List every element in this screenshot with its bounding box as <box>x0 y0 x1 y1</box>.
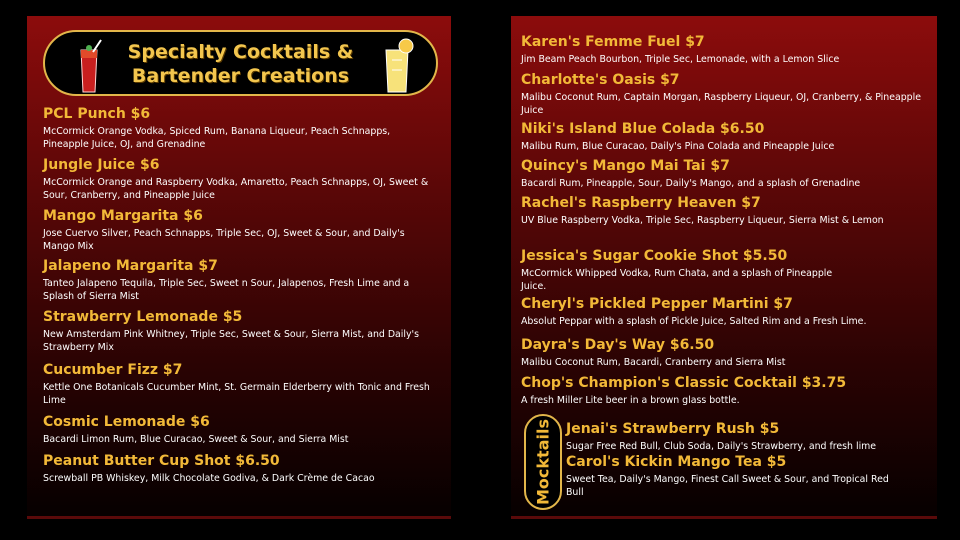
menu-item <box>43 208 435 253</box>
menu-item-name: Peanut Butter Cup Shot $6.50 <box>43 453 280 469</box>
menu-item <box>43 309 435 354</box>
menu-item-name: Karen's Femme Fuel $7 <box>521 34 705 50</box>
menu-item <box>521 158 931 190</box>
menu-item-description: McCormick Whipped Vodka, Rum Chata, and a splash of Pineapple Juice. <box>521 268 833 292</box>
menu-item-name: Cosmic Lemonade $6 <box>43 414 210 430</box>
menu-item-name: Strawberry Lemonade $5 <box>43 309 243 325</box>
menu-item <box>521 375 931 407</box>
menu-item-description: Sweet Tea, Daily's Mango, Finest Call Sweet & Sour, and Tropical Red Bull <box>566 474 889 498</box>
menu-item <box>43 362 435 407</box>
menu-item-name: Cucumber Fizz $7 <box>43 362 183 378</box>
menu-item-description: New Amsterdam Pink Whitney, Triple Sec, Sweet & Sour, Sierra Mist, and Daily's Strawberry Mix <box>43 329 420 353</box>
mocktails-label: Mocktails <box>533 419 553 505</box>
menu-item <box>43 414 443 446</box>
menu-item-name: Niki's Island Blue Colada $6.50 <box>521 121 765 137</box>
left-menu-panel <box>27 16 451 519</box>
menu-item-description: Sugar Free Red Bull, Club Soda, Daily's Strawberry, and fresh lime <box>566 441 877 452</box>
menu-item-description: Absolut Peppar with a splash of Pickle Juice, Salted Rim and a Fresh Lime. <box>521 316 867 327</box>
menu-item-name: Quincy's Mango Mai Tai $7 <box>521 158 730 174</box>
mocktail-item <box>566 421 934 453</box>
title-banner <box>43 30 438 96</box>
menu-item-description: Bacardi Limon Rum, Blue Curacao, Sweet & Sour, and Sierra Mist <box>43 434 349 445</box>
page-title <box>115 40 366 88</box>
menu-item <box>43 258 435 303</box>
menu-item <box>43 453 447 485</box>
menu-item-name: Jessica's Sugar Cookie Shot $5.50 <box>521 248 788 264</box>
menu-item <box>43 157 435 202</box>
menu-item-name: Chop's Champion's Classic Cocktail $3.75 <box>521 375 847 391</box>
menu-item-description: McCormick Orange Vodka, Spiced Rum, Banana Liqueur, Peach Schnapps, Pineapple Juice, OJ, and Grenadine <box>43 126 391 150</box>
menu-item-description: A fresh Miller Lite beer in a brown glass bottle. <box>521 395 740 406</box>
menu-item <box>521 34 931 66</box>
menu-item-description: Bacardi Rum, Pineapple, Sour, Daily's Mango, and a splash of Grenadine <box>521 178 861 189</box>
menu-item-description: Malibu Rum, Blue Curacao, Daily's Pina Colada and Pineapple Juice <box>521 141 835 152</box>
title-line-2: Bartender Creations <box>131 65 350 87</box>
title-line-1: Specialty Cocktails & <box>127 41 354 63</box>
menu-item-name: Jenai's Strawberry Rush $5 <box>566 421 780 437</box>
menu-item-name: Mango Margarita $6 <box>43 208 203 224</box>
menu-item <box>521 248 931 293</box>
menu-item-name: PCL Punch $6 <box>43 106 151 122</box>
menu-item <box>521 337 931 369</box>
menu-item-description: Jose Cuervo Silver, Peach Schnapps, Triple Sec, OJ, Sweet & Sour, and Daily's Mango Mix <box>43 228 405 252</box>
menu-item-name: Charlotte's Oasis $7 <box>521 72 680 88</box>
yellow-cocktail-glass-icon <box>376 36 420 94</box>
red-cocktail-glass-icon <box>67 38 107 94</box>
menu-item-description: Jim Beam Peach Bourbon, Triple Sec, Lemonade, with a Lemon Slice <box>521 54 840 65</box>
menu-item-description: Malibu Coconut Rum, Captain Morgan, Raspberry Liqueur, OJ, Cranberry, & Pineapple Juice <box>521 92 922 116</box>
menu-item <box>43 106 435 151</box>
mocktails-badge <box>524 414 562 510</box>
menu-item-name: Jungle Juice $6 <box>43 157 160 173</box>
menu-item-description: McCormick Orange and Raspberry Vodka, Amaretto, Peach Schnapps, OJ, Sweet & Sour, Cranberry, and Pineapple Juice <box>43 177 429 201</box>
menu-item-description: Kettle One Botanicals Cucumber Mint, St. Germain Elderberry with Tonic and Fresh Lime <box>43 382 430 406</box>
menu-item <box>521 121 931 153</box>
menu-item-name: Cheryl's Pickled Pepper Martini $7 <box>521 296 793 312</box>
mocktail-item <box>566 454 896 499</box>
menu-item-description: Tanteo Jalapeno Tequila, Triple Sec, Sweet n Sour, Jalapenos, Fresh Lime and a Splash of Sierra Mist <box>43 278 410 302</box>
menu-item-description: Screwball PB Whiskey, Milk Chocolate Godiva, & Dark Crème de Cacao <box>43 473 375 484</box>
menu-item-description: UV Blue Raspberry Vodka, Triple Sec, Raspberry Liqueur, Sierra Mist & Lemon <box>521 215 884 226</box>
menu-item-name: Jalapeno Margarita $7 <box>43 258 218 274</box>
menu-item <box>521 72 931 117</box>
menu-item-name: Rachel's Raspberry Heaven $7 <box>521 195 761 211</box>
menu-item <box>521 296 935 328</box>
menu-item <box>521 195 931 227</box>
menu-item-name: Carol's Kickin Mango Tea $5 <box>566 454 787 470</box>
menu-item-description: Malibu Coconut Rum, Bacardi, Cranberry and Sierra Mist <box>521 357 786 368</box>
menu-item-name: Dayra's Day's Way $6.50 <box>521 337 715 353</box>
